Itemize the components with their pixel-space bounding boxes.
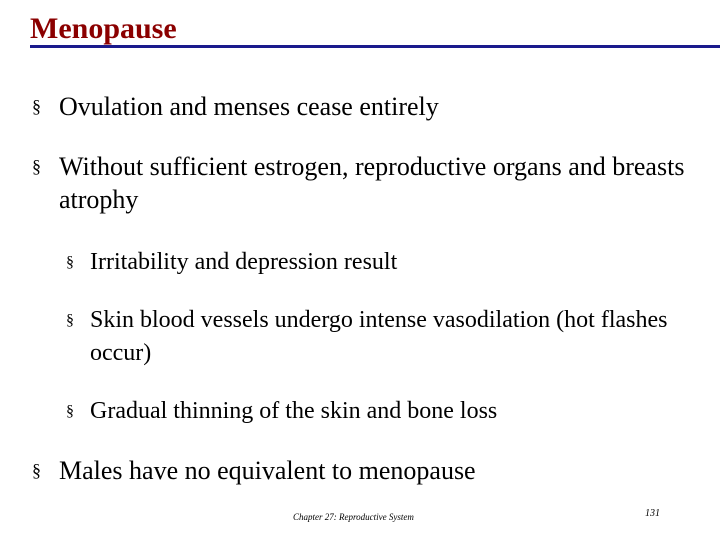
- bullet-text: Ovulation and menses cease entirely: [59, 92, 439, 121]
- bullet-marker-icon: §: [32, 460, 41, 480]
- bullet-text: Skin blood vessels undergo intense vasodilation (hot flashes occur): [90, 307, 668, 366]
- sub-bullet-item: [66, 246, 686, 279]
- slide-title: Menopause: [30, 12, 177, 45]
- bullet-item: [32, 150, 702, 216]
- bullet-marker-icon: §: [66, 254, 74, 271]
- bullet-text: Without sufficient estrogen, reproductive organs and breasts atrophy: [59, 152, 685, 214]
- bullet-marker-icon: §: [32, 156, 41, 176]
- bullet-text: Males have no equivalent to menopause: [59, 456, 476, 485]
- slide-footer: Chapter 27: Reproductive System: [293, 512, 414, 522]
- sub-bullet-item: [66, 395, 686, 428]
- bullet-marker-icon: §: [66, 403, 74, 420]
- bullet-marker-icon: §: [32, 96, 41, 116]
- bullet-text: Gradual thinning of the skin and bone loss: [90, 398, 498, 424]
- bullet-marker-icon: §: [66, 312, 74, 329]
- bullet-item: [32, 454, 702, 487]
- page-number: 131: [645, 508, 660, 519]
- title-underline: [30, 45, 720, 48]
- sub-bullet-item: [66, 304, 686, 370]
- bullet-item: [32, 90, 702, 123]
- bullet-text: Irritability and depression result: [90, 249, 398, 275]
